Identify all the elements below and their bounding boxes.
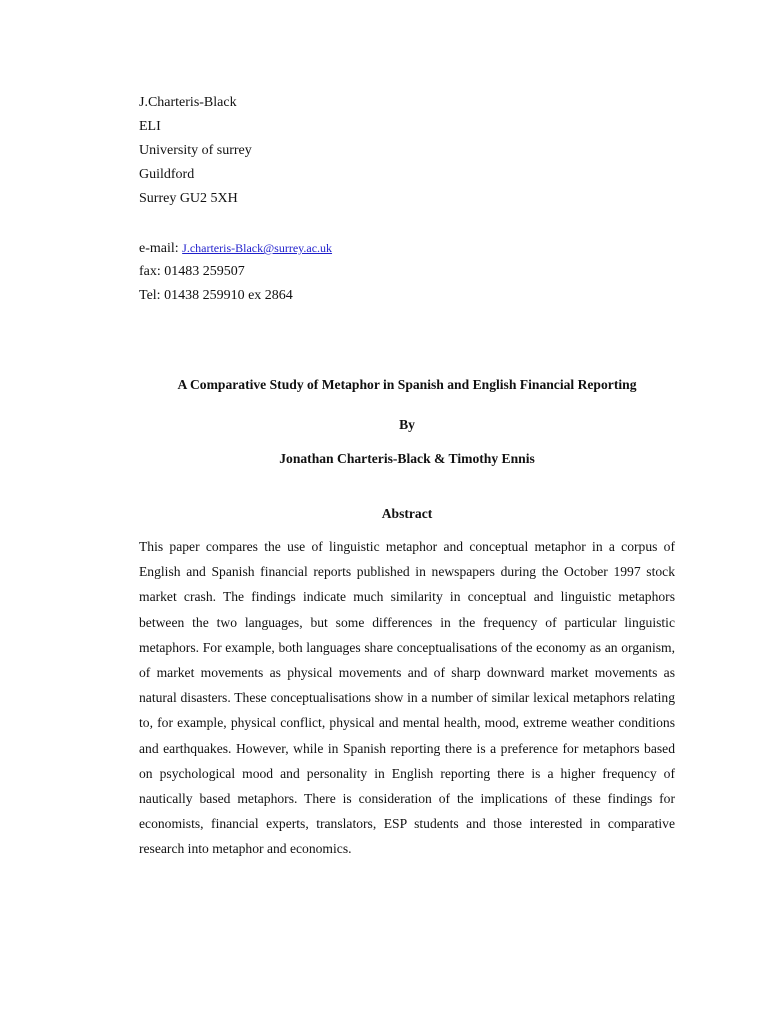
by-line: By <box>399 417 415 432</box>
abstract-heading: Abstract <box>381 506 433 521</box>
contact-block <box>139 239 699 311</box>
email-line <box>139 239 699 263</box>
department: ELI <box>139 119 161 134</box>
tel-line: Tel: 01438 259910 ex 2864 <box>139 288 293 303</box>
email-link[interactable]: J.charteris-Black@surrey.ac.uk <box>182 241 333 255</box>
email-label: e-mail: <box>139 241 183 256</box>
city: Guildford <box>139 167 195 182</box>
fax-line: fax: 01483 259507 <box>139 264 245 279</box>
paper-title: A Comparative Study of Metaphor in Spanish and English Financial Reporting <box>177 377 637 392</box>
university: University of surrey <box>139 143 252 158</box>
author-name: J.Charteris-Black <box>139 95 237 110</box>
postcode: Surrey GU2 5XH <box>139 191 238 206</box>
abstract-body: This paper compares the use of linguistic metaphor and conceptual metaphor in a corpus of English and Spanish financial reports published in newspapers during the October 1997 stock market crash. The findings indicate much similarity in conceptual and linguistic metaphors between the two languages, but some differences in the frequency of particular linguistic metaphors. For example, both languages share conceptualisations of the economy as an organism, of market movements as physical movements and of sharp downward market movements as natural disasters. These conceptualisations show in a number of similar lexical metaphors relating to, for example, physical conflict, physical and mental health, mood, extreme weather conditions and earthquakes. However, while in Spanish reporting there is a preference for metaphors based on psychological mood and personality in English reporting there is a higher frequency of nautically based metaphors. There is consideration of the implications of these findings for economists, financial experts, translators, ESP students and those interested in comparative research into metaphor and economics. <box>139 539 675 857</box>
author-address-block <box>139 94 699 214</box>
paper-authors: Jonathan Charteris-Black & Timothy Ennis <box>279 451 535 466</box>
